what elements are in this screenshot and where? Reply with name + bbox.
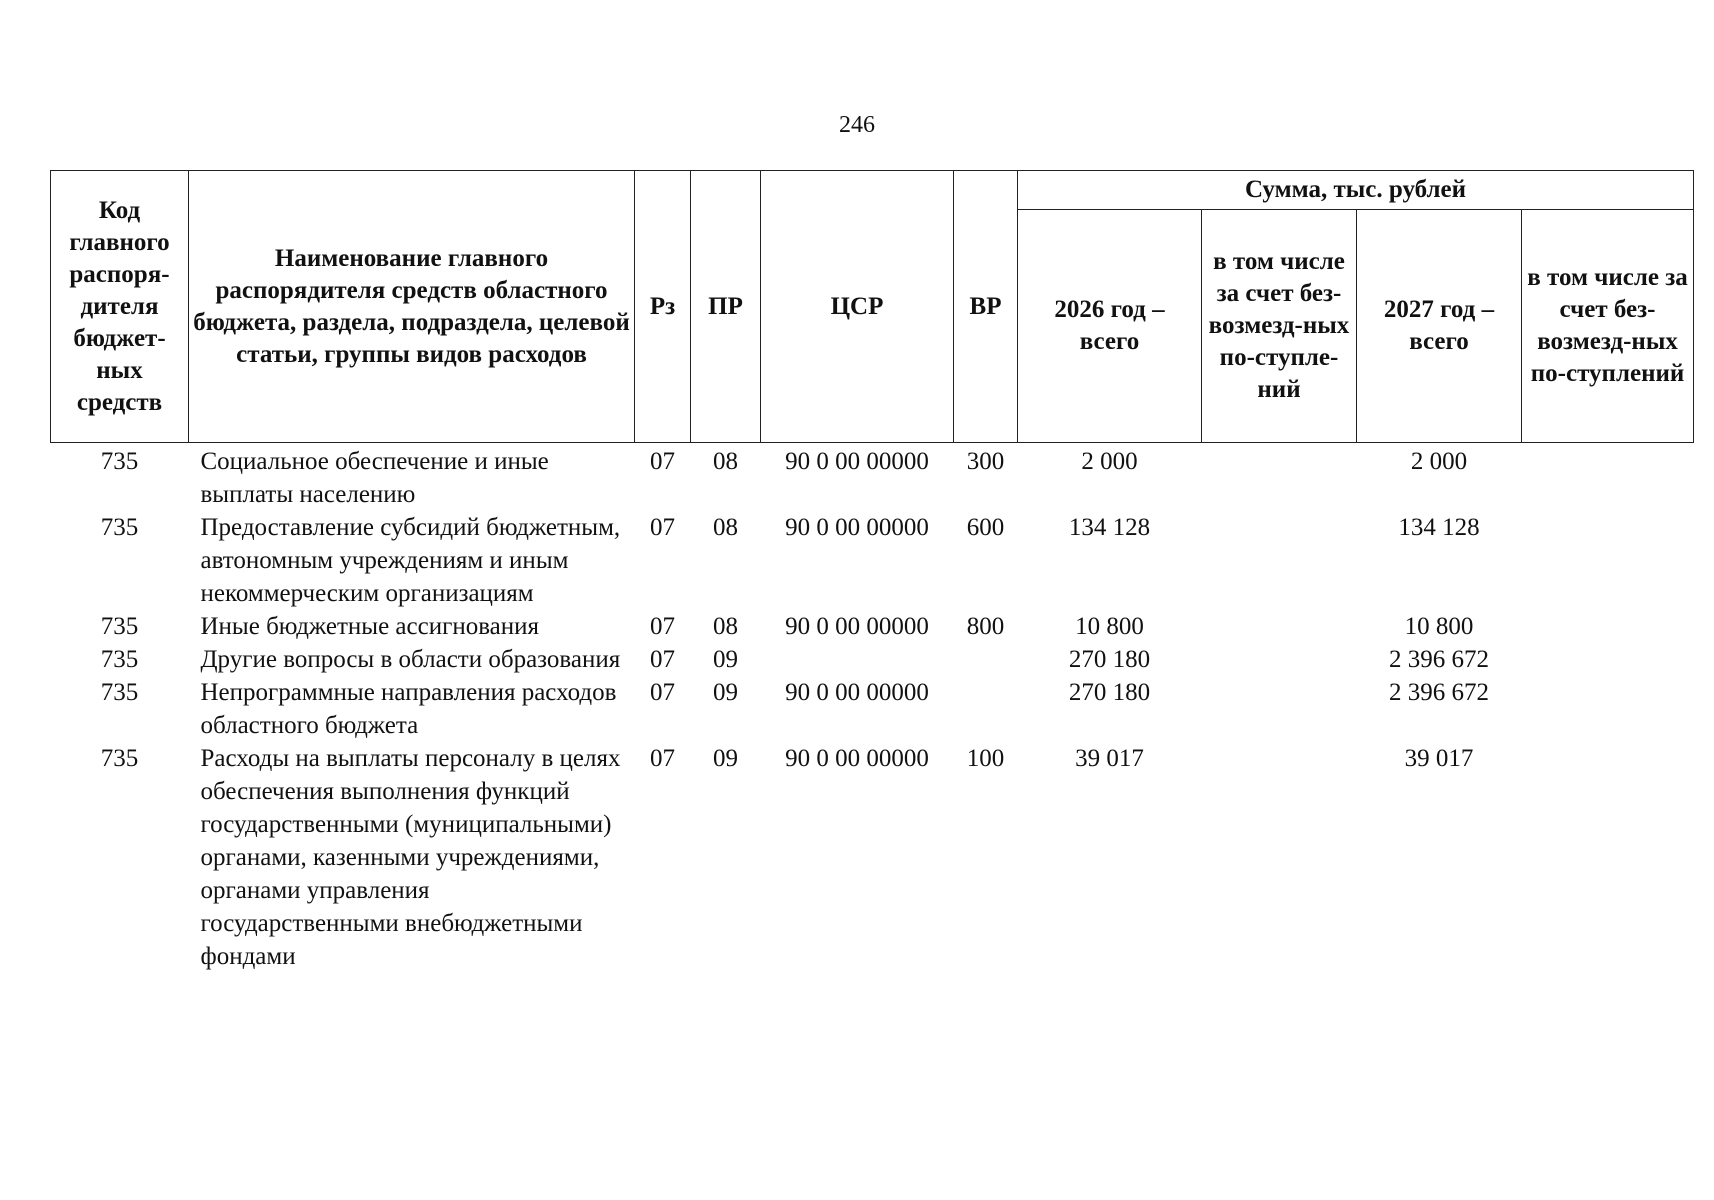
cell-sum-2026-gratuitous xyxy=(1202,443,1357,512)
cell-pr: 08 xyxy=(713,613,738,640)
table-row xyxy=(51,643,1694,676)
cell-pr: 09 xyxy=(713,745,738,772)
header-name: Наименование главного распорядителя средств областного бюджета, раздела, подраздела, целевой статьи, группы видов расходов xyxy=(189,171,635,443)
cell-csr: 90 0 00 00000 xyxy=(785,448,929,475)
table-header xyxy=(51,171,1694,443)
cell-vr: 800 xyxy=(966,613,1005,640)
header-code: Код главного распоря-дителя бюджет-ных средств xyxy=(51,171,189,443)
cell-csr: 90 0 00 00000 xyxy=(785,613,929,640)
cell-rz: 07 xyxy=(650,613,675,640)
cell-sum-2026-gratuitous xyxy=(1202,610,1357,643)
cell-csr: 90 0 00 00000 xyxy=(785,514,929,541)
cell-name: Иные бюджетные ассигнования xyxy=(200,613,540,640)
header-pr: ПР xyxy=(691,171,761,443)
table-row xyxy=(51,676,1694,742)
table-body xyxy=(51,443,1694,974)
cell-sum-2026-total: 270 180 xyxy=(1068,646,1151,673)
cell-name: Расходы на выплаты персоналу в целях обеспечения выполнения функций государственными (муниципальными) органами, казенными учреждениями, органами управления государственными внебюджетными фондами xyxy=(200,745,621,970)
cell-rz: 07 xyxy=(650,514,675,541)
table-row xyxy=(51,742,1694,973)
cell-code: 735 xyxy=(100,448,139,475)
cell-sum-2026-gratuitous xyxy=(1202,643,1357,676)
cell-vr xyxy=(954,643,1018,676)
table-row xyxy=(51,443,1694,512)
cell-name: Предоставление субсидий бюджетным, автономным учреждениям и иным некоммерческим организациям xyxy=(200,514,621,607)
cell-sum-2027-total: 10 800 xyxy=(1404,613,1474,640)
cell-code: 735 xyxy=(100,679,139,706)
cell-vr: 100 xyxy=(966,745,1005,772)
cell-code: 735 xyxy=(100,646,139,673)
cell-code: 735 xyxy=(100,514,139,541)
budget-table xyxy=(50,170,1694,973)
cell-sum-2027-gratuitous xyxy=(1522,443,1694,512)
header-rz: Рз xyxy=(635,171,691,443)
cell-vr xyxy=(954,676,1018,742)
cell-csr: 90 0 00 00000 xyxy=(785,679,929,706)
cell-pr: 09 xyxy=(713,646,738,673)
cell-sum-2027-gratuitous xyxy=(1522,742,1694,973)
cell-sum-2027-total: 2 000 xyxy=(1410,448,1468,475)
cell-rz: 07 xyxy=(650,679,675,706)
header-sum-group: Сумма, тыс. рублей xyxy=(1018,171,1694,210)
cell-name: Социальное обеспечение и иные выплаты населению xyxy=(200,448,549,508)
cell-csr: 90 0 00 00000 xyxy=(785,745,929,772)
cell-rz: 07 xyxy=(650,448,675,475)
header-sum-2026-total: 2026 год – всего xyxy=(1018,210,1202,443)
table-row xyxy=(51,511,1694,610)
header-vr: ВР xyxy=(954,171,1018,443)
cell-code: 735 xyxy=(100,745,139,772)
cell-pr: 09 xyxy=(713,679,738,706)
cell-sum-2026-total: 39 017 xyxy=(1075,745,1144,772)
cell-rz: 07 xyxy=(650,646,675,673)
cell-sum-2027-gratuitous xyxy=(1522,643,1694,676)
cell-sum-2026-gratuitous xyxy=(1202,742,1357,973)
cell-sum-2027-total: 134 128 xyxy=(1398,514,1480,541)
cell-sum-2027-total: 2 396 672 xyxy=(1389,679,1489,706)
header-csr: ЦСР xyxy=(761,171,954,443)
cell-code: 735 xyxy=(100,613,139,640)
cell-sum-2027-gratuitous xyxy=(1522,511,1694,610)
cell-sum-2026-total: 10 800 xyxy=(1075,613,1144,640)
cell-sum-2026-total: 270 180 xyxy=(1068,679,1151,706)
page-number: 246 xyxy=(839,112,875,138)
header-sum-2027-total: 2027 год – всего xyxy=(1357,210,1522,443)
cell-sum-2026-total: 2 000 xyxy=(1081,448,1138,475)
cell-name: Непрограммные направления расходов областного бюджета xyxy=(200,679,617,739)
cell-sum-2027-total: 2 396 672 xyxy=(1389,646,1489,673)
cell-sum-2026-gratuitous xyxy=(1202,676,1357,742)
cell-vr: 300 xyxy=(966,448,1005,475)
cell-pr: 08 xyxy=(713,448,738,475)
cell-rz: 07 xyxy=(650,745,675,772)
cell-sum-2027-gratuitous xyxy=(1522,676,1694,742)
cell-sum-2026-gratuitous xyxy=(1202,511,1357,610)
cell-vr: 600 xyxy=(966,514,1005,541)
cell-csr xyxy=(761,643,954,676)
cell-name: Другие вопросы в области образования xyxy=(200,646,621,673)
cell-sum-2026-total: 134 128 xyxy=(1068,514,1151,541)
cell-sum-2027-total: 39 017 xyxy=(1404,745,1474,772)
cell-pr: 08 xyxy=(713,514,738,541)
table-row xyxy=(51,610,1694,643)
header-sum-2026-gratuitous: в том числе за счет без-возмезд-ных по-ступле-ний xyxy=(1202,210,1357,443)
cell-sum-2027-gratuitous xyxy=(1522,610,1694,643)
header-sum-2027-gratuitous: в том числе за счет без-возмезд-ных по-ступлений xyxy=(1522,210,1694,443)
